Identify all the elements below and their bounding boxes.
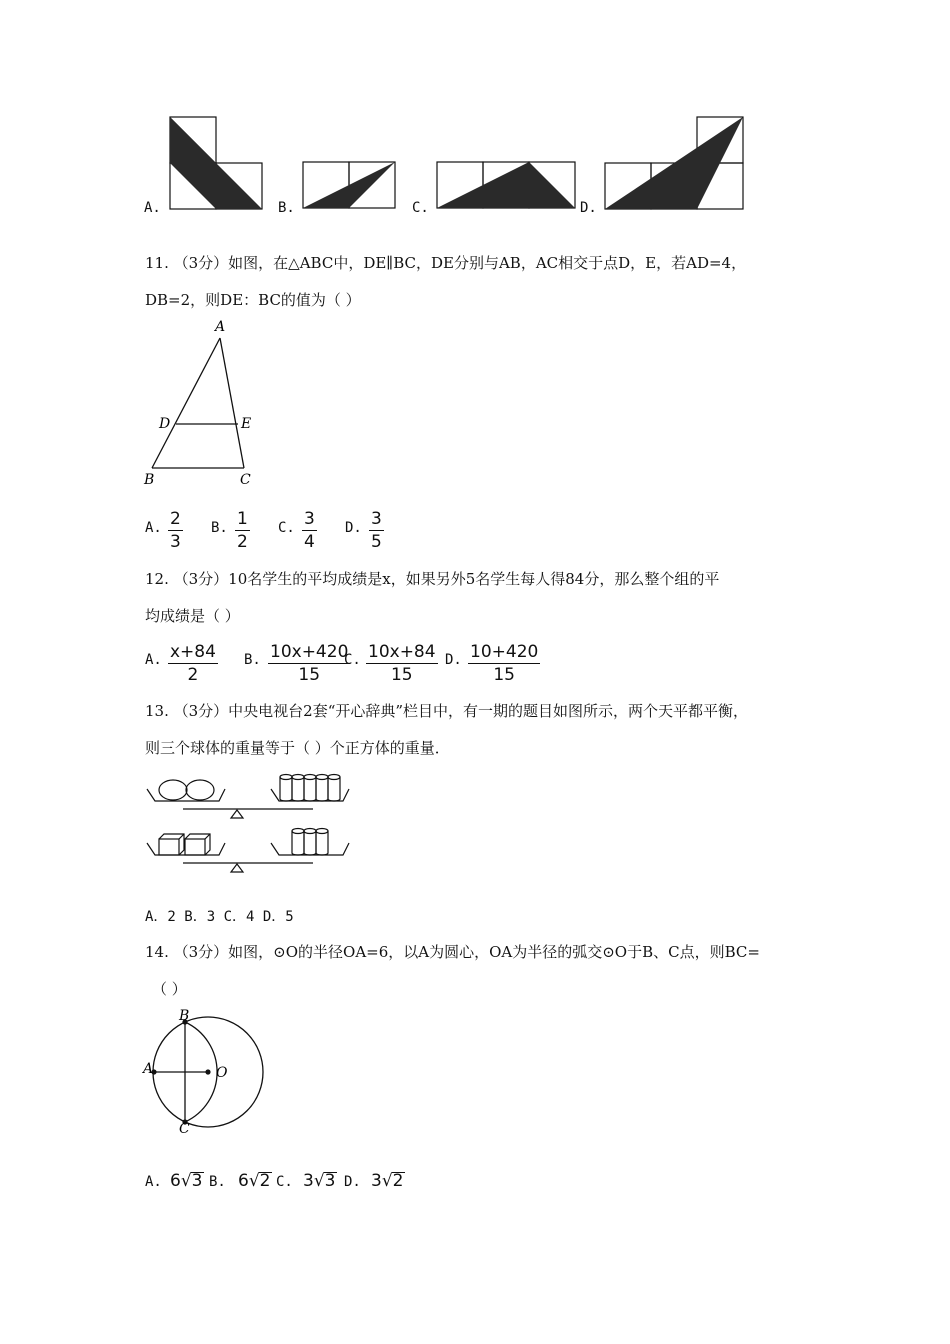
q12-text-line2: 均成绩是（ ） xyxy=(145,607,240,625)
q14-option-d-coef: 3 xyxy=(371,1171,382,1191)
q14-label-c: C xyxy=(179,1121,190,1137)
q14-option-c-coef: 3 xyxy=(303,1171,314,1191)
q11-option-a-fraction[interactable] xyxy=(168,511,183,551)
q11-option-d-fraction[interactable] xyxy=(369,511,384,551)
q13-top-balance xyxy=(147,775,349,819)
q10-option-d-label[interactable]: D. xyxy=(580,200,597,216)
sqrt-icon: √ xyxy=(381,1171,393,1191)
q14-label-o: O xyxy=(216,1065,228,1081)
q12-option-b-num: 10x+420 xyxy=(270,642,349,662)
q11-option-a-den: 3 xyxy=(170,532,181,552)
q14-option-d-rad: 2 xyxy=(392,1171,404,1191)
q11-option-a-num: 2 xyxy=(170,509,181,529)
q10-option-a-figure xyxy=(168,115,264,211)
q11-label-d: D xyxy=(159,416,171,432)
q11-option-c-label[interactable]: C. xyxy=(278,520,295,536)
q14-option-b-rad: 2 xyxy=(259,1171,271,1191)
q13-balance-figure xyxy=(143,765,358,877)
q14-option-c-value[interactable] xyxy=(303,1172,337,1190)
q14-text-line1: 14. （3分）如图，⊙O的半径OA=6，以A为圆心，OA为半径的弧交⊙O于B、C点，则BC= xyxy=(145,943,760,961)
q10-option-d-figure xyxy=(603,115,745,211)
q11-option-c-fraction[interactable] xyxy=(302,511,317,551)
q11-label-e: E xyxy=(241,416,252,432)
q12-option-a-num: x+84 xyxy=(170,642,216,662)
q10-option-c-figure xyxy=(435,160,577,210)
sqrt-icon: √ xyxy=(180,1171,192,1191)
q12-option-d-label[interactable]: D. xyxy=(445,652,462,668)
q12-option-c-label[interactable]: C. xyxy=(344,652,361,668)
q14-option-b-label[interactable]: B. xyxy=(209,1174,226,1190)
q12-option-b-fraction[interactable] xyxy=(268,644,350,684)
q12-option-d-num: 10+420 xyxy=(470,642,539,662)
q10-option-a-label[interactable]: A. xyxy=(144,200,161,216)
q11-triangle-figure xyxy=(140,318,260,490)
q13-bottom-balance xyxy=(147,829,349,873)
q12-option-c-num: 10x+84 xyxy=(368,642,436,662)
q12-option-c-den: 15 xyxy=(390,665,413,685)
q11-option-b-fraction[interactable] xyxy=(235,511,250,551)
q13-options[interactable]: A．2 B．3 C．4 D．5 xyxy=(145,909,294,925)
q13-top-cylinders xyxy=(280,775,340,802)
q14-option-c-label[interactable]: C. xyxy=(276,1174,293,1190)
q13-text-line1: 13. （3分）中央电视台2套“开心辞典”栏目中，有一期的题目如图所示，两个天平都平衡， xyxy=(145,702,749,720)
q12-option-a-label[interactable]: A. xyxy=(145,652,162,668)
q12-option-b-label[interactable]: B. xyxy=(244,652,261,668)
q14-option-a-rad: 3 xyxy=(191,1171,203,1191)
q11-option-d-den: 5 xyxy=(371,532,382,552)
q11-text-line1: 11. （3分）如图，在△ABC中，DE∥BC，DE分别与AB，AC相交于点D，E，若AD=4， xyxy=(145,254,747,272)
q12-option-a-fraction[interactable] xyxy=(168,644,218,684)
q11-label-b: B xyxy=(144,472,155,488)
q14-option-a-label[interactable]: A. xyxy=(145,1174,162,1190)
q11-option-c-den: 4 xyxy=(304,532,315,552)
q11-option-b-num: 1 xyxy=(237,509,248,529)
q11-label-a: A xyxy=(215,319,226,335)
q14-option-d-label[interactable]: D. xyxy=(344,1174,361,1190)
q11-option-b-den: 2 xyxy=(237,532,248,552)
q12-option-d-fraction[interactable] xyxy=(468,644,540,684)
q11-option-b-label[interactable]: B. xyxy=(211,520,228,536)
q11-label-c: C xyxy=(240,472,251,488)
q14-circle-figure xyxy=(140,1005,270,1140)
q11-option-a-label[interactable]: A. xyxy=(145,520,162,536)
q10-option-c-label[interactable]: C. xyxy=(412,200,429,216)
q11-option-d-num: 3 xyxy=(371,509,382,529)
q14-option-c-rad: 3 xyxy=(324,1171,336,1191)
q14-label-a: A xyxy=(143,1061,154,1077)
q12-option-c-fraction[interactable] xyxy=(366,644,438,684)
sqrt-icon: √ xyxy=(248,1171,260,1191)
q14-option-a-coef: 6 xyxy=(170,1171,181,1191)
q12-option-b-den: 15 xyxy=(298,665,321,685)
q11-text-line2: DB=2，则DE：BC的值为（ ） xyxy=(145,291,361,309)
q10-option-b-figure xyxy=(301,160,397,210)
q10-option-b-label[interactable]: B. xyxy=(278,200,295,216)
q11-option-c-num: 3 xyxy=(304,509,315,529)
q14-label-b: B xyxy=(179,1008,190,1024)
q14-option-b-coef: 6 xyxy=(238,1171,249,1191)
q11-option-d-label[interactable]: D. xyxy=(345,520,362,536)
q13-text-line2: 则三个球体的重量等于（ ）个正方体的重量． xyxy=(145,739,450,757)
q13-bottom-cylinders xyxy=(292,829,328,856)
q12-text-line1: 12. （3分）10名学生的平均成绩是x，如果另外5名学生每人得84分，那么整个组的平 xyxy=(145,570,720,588)
q12-option-a-den: 2 xyxy=(187,665,199,685)
q12-option-d-den: 15 xyxy=(493,665,515,685)
q14-option-d-value[interactable] xyxy=(371,1172,405,1190)
sqrt-icon: √ xyxy=(313,1171,325,1191)
q14-text-line2: （ ） xyxy=(152,980,187,998)
q14-option-b-value[interactable] xyxy=(238,1172,272,1190)
q14-option-a-value[interactable] xyxy=(170,1172,204,1190)
